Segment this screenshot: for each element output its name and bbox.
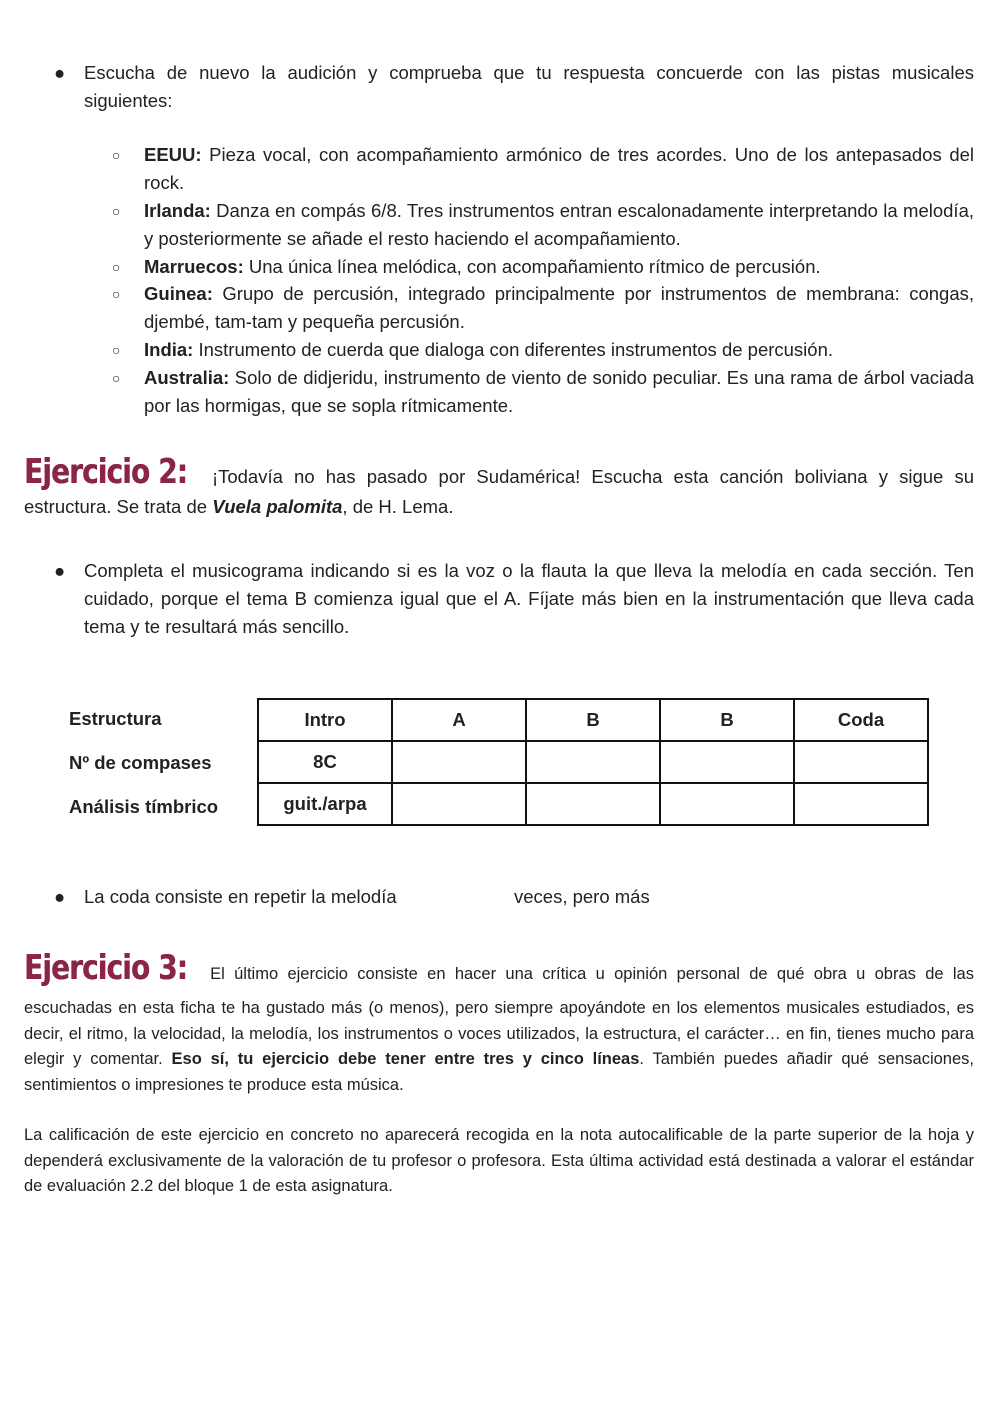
coda-text-1: La coda consiste en repetir la melodía [84, 886, 397, 907]
exercise3-bold-text: Eso sí, tu ejercicio debe tener entre tres y cinco líneas [171, 1050, 640, 1068]
sub-bullet-icon: ○ [112, 286, 121, 302]
track-country: Irlanda: [144, 200, 211, 221]
track-description: Danza en compás 6/8. Tres instrumentos entran escalonadamente interpretando la melodía, y posteriormente se añade el resto haciendo el acompañamiento. [144, 200, 974, 249]
sub-bullet-icon: ○ [112, 203, 121, 219]
table-row-compases [258, 741, 928, 783]
bullet-icon: ● [54, 886, 66, 907]
bullet-icon: ● [54, 560, 66, 581]
exercise2-intro-line2: estructura. Se trata de [24, 496, 213, 517]
track-country: Guinea: [144, 283, 213, 304]
track-description: Solo de didjeridu, instrumento de viento de sonido peculiar. Es una rama de árbol vaciada por las hormigas, que se sopla rítmicamente. [144, 367, 974, 416]
timbrico-cell-coda[interactable] [794, 783, 928, 825]
grading-note: La calificación de este ejercicio en concreto no aparecerá recogida en la nota autocalificable de la parte superior de la hoja y dependerá exclusivamente de la valoración de tu profesor o profesora. Esta última actividad está destinada a valorar el estándar de evaluación 2.2 del bloque 1 de esta asignatura. [24, 1126, 974, 1195]
track-item-marruecos [112, 253, 974, 281]
header-cell-b1: B [526, 699, 660, 741]
track-country: Marruecos: [144, 256, 244, 277]
musicograma-table [257, 698, 929, 826]
intro-bullet-text: Escucha de nuevo la audición y comprueba que tu respuesta concuerde con las pistas musicales siguientes: [84, 62, 974, 111]
song-title: Vuela palomita [212, 496, 343, 517]
header-cell-b2: B [660, 699, 794, 741]
coda-blank-input-2[interactable] [668, 886, 818, 910]
table-row-header [258, 699, 928, 741]
track-item-india [112, 336, 974, 364]
header-cell-intro: Intro [258, 699, 392, 741]
exercise3-text-after: . También puedes añadir qué sensaciones, sentimientos o impresiones te produce esta música. [24, 1050, 974, 1094]
row-label-compases: Nº de compases [69, 752, 212, 773]
track-description: Pieza vocal, con acompañamiento armónico de tres acordes. Uno de los antepasados del rock. [144, 144, 975, 193]
exercise3-text: escuchadas en esta ficha te ha gustado más (o menos), pero siempre apoyándote en los elementos musicales estudiados, es decir, el ritmo, la velocidad, la melodía, los instrumentos o voces utilizados, la estructura, el carácter… en fin, tienes mucho para elegir y comentar. [24, 999, 974, 1068]
sub-bullet-icon: ○ [112, 147, 121, 163]
compases-cell-a[interactable] [392, 741, 526, 783]
exercise2-instruction [54, 557, 974, 641]
track-country: Australia: [144, 367, 230, 388]
sub-bullet-icon: ○ [112, 342, 121, 358]
table-row-timbrico [258, 783, 928, 825]
exercise3-body [24, 996, 974, 1098]
timbrico-cell-b1[interactable] [526, 783, 660, 825]
exercise2-intro-line1: ¡Todavía no has pasado por Sudamérica! Escucha esta canción boliviana y sigue su [211, 466, 975, 487]
row-label-estructura: Estructura [69, 708, 162, 729]
track-country: EEUU: [144, 144, 202, 165]
timbrico-cell-b2[interactable] [660, 783, 794, 825]
sub-bullet-icon: ○ [112, 259, 121, 275]
coda-bullet [54, 886, 650, 908]
exercise2-title: Ejercicio 2: [24, 452, 188, 492]
exercise3-block [24, 948, 974, 988]
exercise3-title: Ejercicio 3: [24, 948, 188, 988]
exercise3-line1: El último ejercicio consiste en hacer una crítica u opinión personal de qué obra u obras de las [210, 965, 974, 983]
coda-text-2: veces, pero más [514, 886, 650, 907]
track-item-eeuu [112, 141, 974, 197]
track-description: Una única línea melódica, con acompañamiento rítmico de percusión. [248, 256, 821, 277]
track-item-australia [112, 364, 974, 420]
exercise2-instruction-text: Completa el musicograma indicando si es la voz o la flauta la que lleva la melodía en cada sección. Ten cuidado, porque el tema B comienza igual que el A. Fíjate más bien en la instrumentación que lleva cada tema y te resultará más sencillo. [84, 560, 974, 637]
compases-cell-coda[interactable] [794, 741, 928, 783]
timbrico-cell-a[interactable] [392, 783, 526, 825]
timbrico-cell-intro: guit./arpa [258, 783, 392, 825]
track-description: Instrumento de cuerda que dialoga con diferentes instrumentos de percusión. [198, 339, 834, 360]
sub-bullet-icon: ○ [112, 370, 121, 386]
header-cell-a: A [392, 699, 526, 741]
row-label-timbrico: Análisis tímbrico [69, 796, 219, 817]
coda-blank-input[interactable] [455, 886, 507, 910]
exercise2-intro [24, 452, 975, 521]
track-item-guinea [112, 280, 974, 336]
exercise2-intro-line3: , de H. Lema. [342, 496, 454, 517]
bullet-icon: ● [54, 62, 66, 83]
track-description: Grupo de percusión, integrado principalmente por instrumentos de membrana: congas, djembé, tam-tam y pequeña percusión. [144, 283, 975, 332]
compases-cell-intro: 8C [258, 741, 392, 783]
header-cell-coda: Coda [794, 699, 928, 741]
compases-cell-b1[interactable] [526, 741, 660, 783]
track-item-irlanda [112, 197, 974, 253]
intro-bullet [54, 59, 974, 115]
compases-cell-b2[interactable] [660, 741, 794, 783]
track-country: India: [144, 339, 194, 360]
